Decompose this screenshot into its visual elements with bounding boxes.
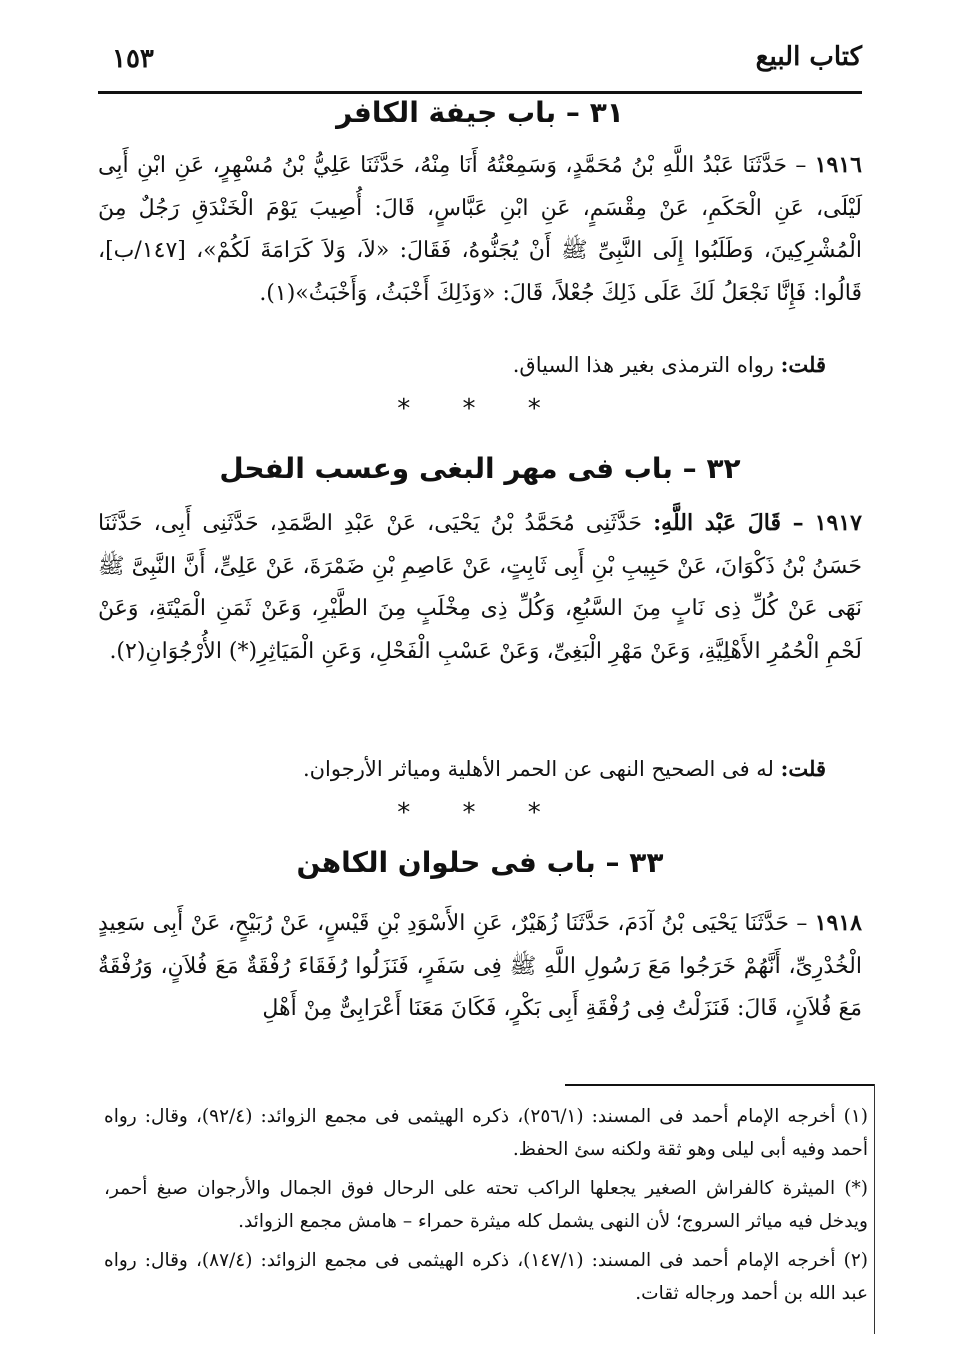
commentary-note [98,756,826,781]
footnote-2 [104,1244,868,1310]
hadith-text: – حَدَّثَنَا عَبْدُ اللَّهِ بْنُ مُحَمَّدٍ، وَسَمِعْتُهُ أَنَا مِنْهُ، حَدَّثَنَا عَلِيُّ بْنُ مُسْهِرٍ، عَنِ ابْنِ أَبِى لَيْلَى، عَنِ الْحَكَمِ، عَنْ مِقْسَمٍ، عَنِ ابْنِ عَبَّاسٍ، قَالَ: أُصِيبَ يَوْمَ الْخَنْدَقِ رَجُلٌ مِنَ الْمُشْرِكِينَ، وَطَلَبُوا إِلَى النَّبِىِّ ﷺ أَنْ يُجَنُّوهُ، فَقَالَ: «لاَ، وَلاَ كَرَامَةَ لَكُمْ»، [١٤٧/ب]، قَالُوا: فَإِنَّا نَجْعَلُ لَكَ عَلَى ذَلِكَ جُعْلاً، قَالَ: «وَذَلِكَ أَخْبَثُ، وَأَخْبَثُ»(١). [98,153,862,306]
margin-line [874,1084,875,1334]
chapter-heading-32: ٣٢ – باب فى مهر البغى وعسب الفحل [219,452,741,485]
footnote-mark: (١) [843,1106,868,1127]
page-number: ١٥٣ [112,44,154,74]
hadith-text: – حَدَّثَنَا يَحْيَى بْنُ آدَمَ، حَدَّثَنَا زُهَيْرٌ، عَنِ الأَسْوَدِ بْنِ قَيْسٍ، عَنْ رُبَيْحٍ، عَنْ أَبِى سَعِيدٍ الْخُدْرِىِّ، أَنَّهُمْ خَرَجُوا مَعَ رَسُولِ اللَّهِ ﷺ فِى سَفَرٍ، فَنَزَلُوا رُفَقَاءَ رُفْقَةٌ مَعَ فُلاَنٍ، وَرُفْقَةٌ مَعَ فُلاَنٍ، قَالَ: فَنَزَلْتُ فِى رُفْقَةِ أَبِى بَكْرٍ، فَكَانَ مَعَنَا أَعْرَابِىٌّ مِنْ أَهْلِ [98,911,862,1021]
footnote-rule [565,1084,874,1086]
hadith-1916 [98,144,862,315]
footnote-mark: (*) [844,1178,868,1199]
note-label: قلت: [780,756,826,781]
running-header [98,36,862,90]
footnotes [104,1100,868,1316]
footnote-1 [104,1100,868,1166]
hadith-text: حَدَّثَنِى مُحَمَّدُ بْنُ يَحْيَى، عَنْ عَبْدِ الصَّمَدِ، حَدَّثَنِى أَبِى، حَدَّثَنَا حَسَنُ بْنُ ذَكْوَانَ، عَنْ حَبِيبِ بْنِ أَبِى ثَابِتٍ، عَنْ عَاصِمِ بْنِ ضَمْرَةَ، عَنْ عَلِىٍّ، أَنَّ النَّبِىَّ ﷺ نَهَى عَنْ كُلِّ ذِى نَابٍ مِنَ السَّبُعِ، وَكُلِّ ذِى مِخْلَبٍ مِنَ الطَّيْرِ، وَعَنْ ثَمَنِ الْمَيْتَةِ، وَعَنْ لَحْمِ الْحُمُرِ الأَهْلِيَّةِ، وَعَنْ مَهْرِ الْبَغِىِّ، وَعَنْ عَسْبِ الْفَحْلِ، وَعَنِ الْمَيَاثِرِ(*) الأُرْجُوَانِ(٢). [98,511,862,664]
section-separator: * * * [397,394,563,424]
note-text: رواه الترمذى بغير هذا السياق. [512,353,774,377]
footnote-mark: (٢) [843,1250,868,1271]
note-label: قلت: [780,352,826,377]
section-separator: * * * [397,798,563,828]
footnote-star [104,1172,868,1238]
footnote-text: أخرجه الإمام أحمد فى المسند: (١٤٧/١)، ذكره الهيثمى فى مجمع الزوائد: (٨٧/٤)، وقال: رواه عبد الله بن أحمد ورجاله ثقات. [104,1250,868,1304]
chapter-heading-31: ٣١ – باب جيفة الكافر [336,96,624,129]
hadith-1917 [98,502,862,673]
commentary-note [98,352,826,377]
book-title: كتاب البيع [755,42,862,72]
hadith-lead: – قَالَ عَبْد اللَّهِ: [653,510,804,536]
footnote-text: أخرجه الإمام أحمد فى المسند: (٢٥٦/١)، ذكره الهيثمى فى مجمع الزوائد: (٩٢/٤)، وقال: رواه أحمد وفيه أبى ليلى وهو ثقة ولكنه سئ الحفظ. [104,1106,868,1160]
footnote-text: الميثرة كالفراش الصغير يجعلها الراكب تحته على الرحال فوق الجمال والأرجوان صبغ أحمر، ويدخل فيه مياثر السروج؛ لأن النهى يشمل كله ميثرة حمراء – هامش مجمع الزوائد. [104,1178,868,1232]
hadith-number: ١٩١٧ [814,510,862,536]
chapter-heading-33: ٣٣ – باب فى حلوان الكاهن [296,846,664,879]
header-rule [98,91,862,94]
hadith-number: ١٩١٨ [814,910,862,936]
hadith-number: ١٩١٦ [814,152,862,178]
note-text: له فى الصحيح النهى عن الحمر الأهلية ومياثر الأرجوان. [302,757,774,781]
hadith-1918 [98,902,862,1031]
